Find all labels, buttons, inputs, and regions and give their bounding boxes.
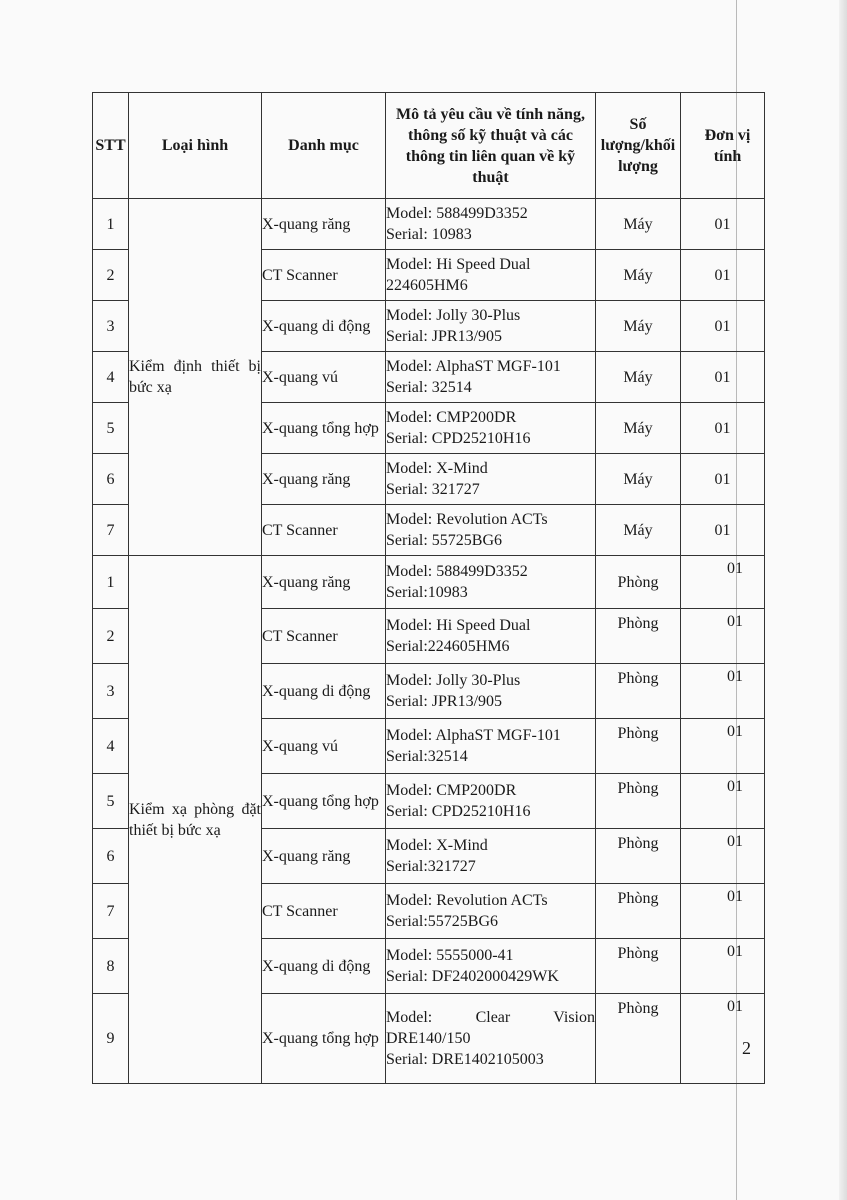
row-stt: 3 (93, 301, 129, 352)
model-text: Model: AlphaST MGF-101 (386, 727, 561, 744)
spec-cell (386, 609, 596, 664)
spec-cell (386, 719, 596, 774)
quantity-cell: Phòng (596, 774, 681, 829)
category-cell: CT Scanner (262, 884, 386, 939)
category-cell: CT Scanner (262, 505, 386, 556)
row-stt: 4 (93, 352, 129, 403)
category-cell: X-quang tổng hợp (262, 994, 386, 1084)
category-cell: X-quang tổng hợp (262, 774, 386, 829)
quantity-cell: Phòng (596, 994, 681, 1084)
quantity-cell: Máy (596, 250, 681, 301)
serial-text: Serial: 32514 (386, 379, 472, 396)
model-text: Model: Jolly 30-Plus (386, 672, 521, 689)
quantity-cell: Phòng (596, 939, 681, 994)
model-line2-text: DRE140/150 (386, 1030, 471, 1047)
type-cell: Kiểm định thiết bị bức xạ (129, 199, 262, 556)
model-text: Model: Revolution ACTs (386, 511, 548, 528)
category-cell: X-quang vú (262, 719, 386, 774)
serial-text: Serial:224605HM6 (386, 638, 510, 655)
row-stt: 1 (93, 199, 129, 250)
spec-cell (386, 664, 596, 719)
serial-text: Serial: CPD25210H16 (386, 803, 531, 820)
unit-cell: 01 (681, 609, 765, 664)
serial-text: Serial: 10983 (386, 226, 472, 243)
unit-cell: 01 (681, 403, 765, 454)
row-stt: 7 (93, 505, 129, 556)
row-stt: 1 (93, 556, 129, 609)
category-cell: CT Scanner (262, 609, 386, 664)
serial-text: Serial: 55725BG6 (386, 532, 502, 549)
spec-cell (386, 556, 596, 609)
unit-cell: 01 (681, 994, 765, 1084)
category-cell: X-quang răng (262, 829, 386, 884)
quantity-cell: Phòng (596, 664, 681, 719)
spec-cell (386, 199, 596, 250)
unit-cell: 01 (681, 352, 765, 403)
serial-text: Serial:10983 (386, 584, 468, 601)
spec-cell (386, 994, 596, 1084)
row-stt: 8 (93, 939, 129, 994)
serial-text: Serial: JPR13/905 (386, 693, 503, 710)
category-cell: X-quang tổng hợp (262, 403, 386, 454)
unit-cell: 01 (681, 884, 765, 939)
category-cell: X-quang vú (262, 352, 386, 403)
model-text: Model: Hi Speed Dual (386, 617, 531, 634)
quantity-cell: Phòng (596, 719, 681, 774)
model-text: Model: Hi Speed Dual (386, 256, 531, 273)
quantity-cell: Máy (596, 301, 681, 352)
row-stt: 5 (93, 403, 129, 454)
model-text: Model: AlphaST MGF-101 (386, 358, 561, 375)
table-row (93, 199, 765, 250)
unit-cell: 01 (681, 199, 765, 250)
category-cell: X-quang răng (262, 199, 386, 250)
model-text: Model: X-Mind (386, 460, 488, 477)
quantity-cell: Máy (596, 454, 681, 505)
header-spec: Mô tả yêu cầu về tính năng, thông số kỹ thuật và các thông tin liên quan về kỹ thuật (386, 93, 596, 199)
serial-text: Serial:55725BG6 (386, 913, 498, 930)
spec-cell (386, 774, 596, 829)
spec-cell (386, 884, 596, 939)
model-text: Model: Jolly 30-Plus (386, 307, 521, 324)
table-row (93, 556, 765, 609)
row-stt: 5 (93, 774, 129, 829)
category-cell: CT Scanner (262, 250, 386, 301)
serial-text: Serial: DF2402000429WK (386, 968, 559, 985)
row-stt: 2 (93, 609, 129, 664)
model-text: Model: CMP200DR (386, 782, 517, 799)
category-cell: X-quang răng (262, 454, 386, 505)
header-row (93, 93, 765, 199)
unit-cell: 01 (681, 556, 765, 609)
quantity-cell: Máy (596, 352, 681, 403)
unit-cell: 01 (681, 664, 765, 719)
spec-cell (386, 454, 596, 505)
serial-text: Serial:32514 (386, 748, 468, 765)
page-number: 2 (742, 1038, 751, 1058)
model-text: Model: Clear Vision (386, 1009, 595, 1026)
header-unit: Đơn vị tính (681, 93, 765, 199)
spec-cell (386, 939, 596, 994)
quantity-cell: Phòng (596, 609, 681, 664)
serial-text: Serial:321727 (386, 858, 476, 875)
unit-cell: 01 (681, 301, 765, 352)
spec-cell (386, 505, 596, 556)
row-stt: 3 (93, 664, 129, 719)
quantity-cell: Máy (596, 403, 681, 454)
row-stt: 7 (93, 884, 129, 939)
scan-shadow (839, 0, 847, 1200)
unit-cell: 01 (681, 774, 765, 829)
spec-cell (386, 250, 596, 301)
serial-text: Serial: 321727 (386, 481, 480, 498)
quantity-cell: Phòng (596, 556, 681, 609)
category-cell: X-quang di động (262, 301, 386, 352)
spec-cell (386, 829, 596, 884)
header-quantity: Số lượng/khối lượng (596, 93, 681, 199)
model-text: Model: 5555000-41 (386, 947, 514, 964)
category-cell: X-quang răng (262, 556, 386, 609)
spec-cell (386, 403, 596, 454)
model-text: Model: X-Mind (386, 837, 488, 854)
model-text: Model: 588499D3352 (386, 205, 528, 222)
unit-cell: 01 (681, 719, 765, 774)
serial-text: 224605HM6 (386, 277, 468, 294)
equipment-table (92, 92, 765, 1084)
serial-text: Serial: DRE1402105003 (386, 1051, 544, 1068)
unit-cell: 01 (681, 939, 765, 994)
category-cell: X-quang di động (262, 664, 386, 719)
row-stt: 4 (93, 719, 129, 774)
row-stt: 9 (93, 994, 129, 1084)
row-stt: 2 (93, 250, 129, 301)
type-cell: Kiểm xạ phòng đặt thiết bị bức xạ (129, 556, 262, 1084)
row-stt: 6 (93, 829, 129, 884)
spec-cell (386, 352, 596, 403)
serial-text: Serial: JPR13/905 (386, 328, 503, 345)
category-cell: X-quang di động (262, 939, 386, 994)
quantity-cell: Phòng (596, 884, 681, 939)
unit-cell: 01 (681, 829, 765, 884)
unit-cell: 01 (681, 505, 765, 556)
header-category: Danh mục (262, 93, 386, 199)
quantity-cell: Máy (596, 199, 681, 250)
row-stt: 6 (93, 454, 129, 505)
serial-text: Serial: CPD25210H16 (386, 430, 531, 447)
quantity-cell: Máy (596, 505, 681, 556)
header-type: Loại hình (129, 93, 262, 199)
quantity-cell: Phòng (596, 829, 681, 884)
unit-cell: 01 (681, 454, 765, 505)
model-text: Model: 588499D3352 (386, 563, 528, 580)
spec-cell (386, 301, 596, 352)
model-text: Model: CMP200DR (386, 409, 517, 426)
model-text: Model: Revolution ACTs (386, 892, 548, 909)
unit-cell: 01 (681, 250, 765, 301)
header-stt: STT (93, 93, 129, 199)
